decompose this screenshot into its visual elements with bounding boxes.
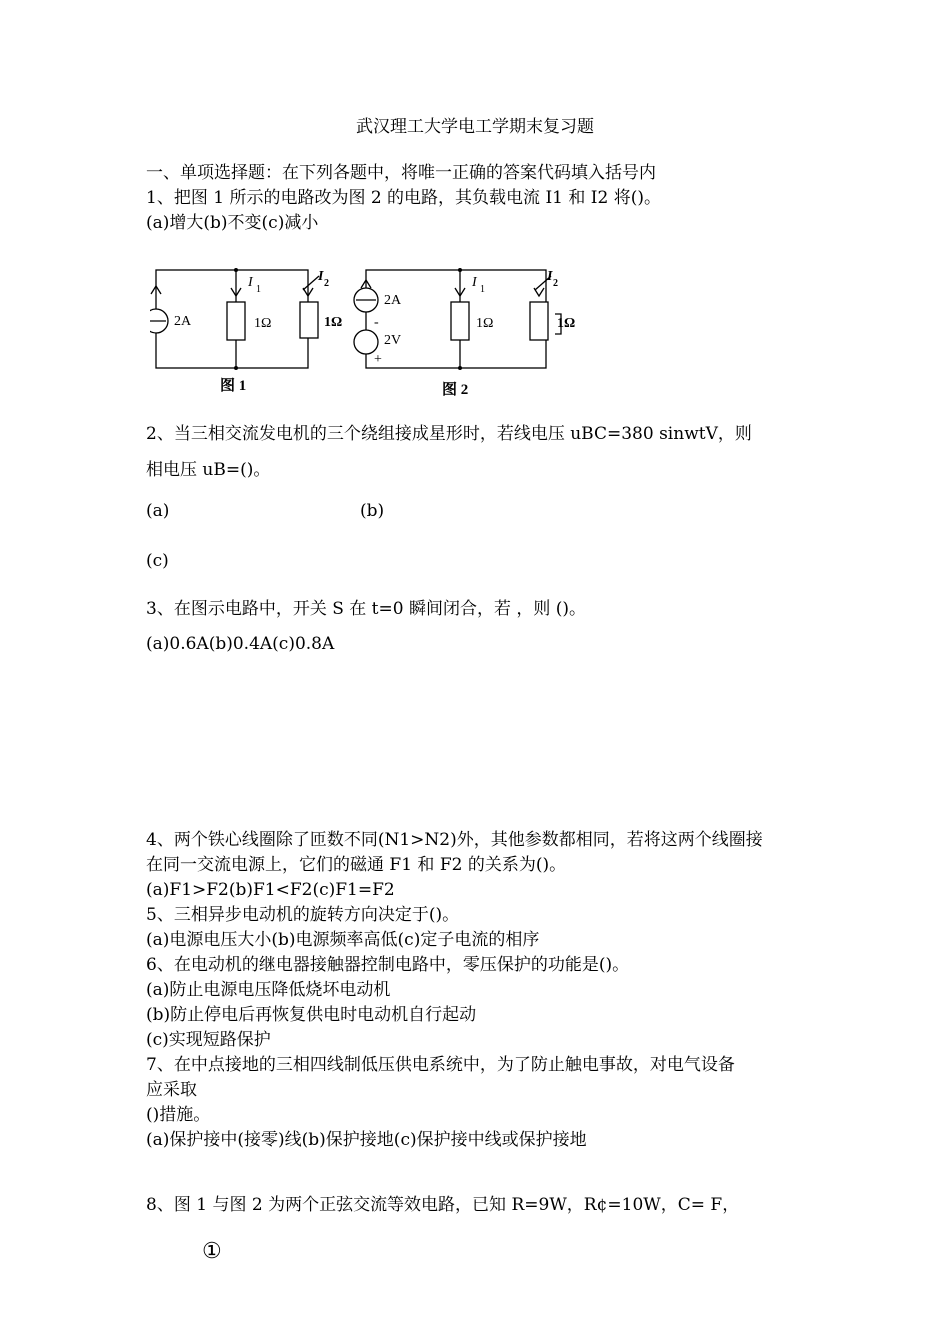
fig2-voltage-source-icon: [354, 330, 378, 354]
page-title: 武汉理工大学电工学期末复习题: [356, 117, 594, 137]
fig2-r2-label: 1Ω: [557, 316, 576, 331]
q1-options: (a)增大(b)不变(c)减小: [146, 213, 319, 233]
q5-options: (a)电源电压大小(b)电源频率高低(c)定子电流的相序: [146, 930, 540, 950]
q7-options: (a)保护接中(接零)线(b)保护接地(c)保护接中线或保护接地: [146, 1130, 587, 1150]
q8-stem: 8、图 1 与图 2 为两个正弦交流等效电路，已知 R=9W，R¢=10W，C= F，: [146, 1195, 740, 1215]
fig2-resistor-r1: [451, 302, 469, 340]
fig2-resistor-r2: [530, 302, 548, 340]
fig2-i1-symbol: I: [472, 275, 477, 290]
q7-stem-line3: ()措施。: [146, 1105, 211, 1125]
fig1-resistor-r2: [300, 302, 318, 338]
fig2-i2-sub: 2: [553, 278, 558, 289]
q4-options: (a)F1>F2(b)F1<F2(c)F1=F2: [146, 880, 395, 900]
q3-options: (a)0.6A(b)0.4A(c)0.8A: [146, 634, 335, 654]
fig1-resistor-r1: [227, 302, 245, 340]
q2-option-a: (a): [146, 501, 170, 521]
q6-stem: 6、在电动机的继电器接触器控制电路中，零压保护的功能是()。: [146, 955, 630, 975]
fig1-r2-label: 1Ω: [324, 315, 343, 330]
q2-option-b: (b): [360, 501, 385, 521]
fig2-caption: 图 2: [442, 382, 469, 398]
q5-stem: 5、三相异步电动机的旋转方向决定于()。: [146, 905, 460, 925]
circuit-figures: [150, 262, 590, 402]
q3-stem: 3、在图示电路中，开关 S 在 t=0 瞬间闭合，若 ，则 ()。: [146, 599, 587, 619]
fig1-i1-sub: 1: [256, 284, 261, 295]
q7-stem-line1: 7、在中点接地的三相四线制低压供电系统中，为了防止触电事故，对电气设备: [146, 1055, 735, 1075]
fig2-circuit: [354, 270, 561, 368]
q2-stem-line1: 2、当三相交流发电机的三个绕组接成星形时，若线电压 uBC=380 sinwtV，则: [146, 424, 752, 444]
fig2-r1-label: 1Ω: [476, 316, 494, 331]
fig1-source-label: 2A: [174, 314, 192, 329]
q2-option-c: (c): [146, 551, 169, 571]
fig1-r1-label: 1Ω: [254, 316, 272, 331]
q2-stem-line2: 相电压 uB=()。: [146, 460, 271, 480]
fig2-minus-sign: -: [374, 315, 379, 330]
q4-stem-line1: 4、两个铁心线圈除了匝数不同(N1>N2)外，其他参数都相同，若将这两个线圈接: [146, 830, 763, 850]
circled-number-marker: ①: [202, 1239, 222, 1264]
fig2-plus-sign: +: [374, 352, 382, 367]
fig1-i2-symbol: I: [318, 269, 324, 284]
fig1-i2-sub: 2: [324, 278, 329, 289]
q6-option-c: (c)实现短路保护: [146, 1030, 271, 1050]
q1-stem: 1、把图 1 所示的电路改为图 2 的电路，其负载电流 I1 和 I2 将()。: [146, 188, 662, 208]
q6-option-b: (b)防止停电后再恢复供电时电动机自行起动: [146, 1005, 477, 1025]
fig1-i1-symbol: I: [248, 275, 253, 290]
fig2-current-source-label: 2A: [384, 293, 402, 308]
section-heading: 一、单项选择题：在下列各题中，将唯一正确的答案代码填入括号内: [146, 163, 656, 183]
q7-stem-line2: 应采取: [146, 1080, 197, 1100]
fig2-i1-sub: 1: [480, 284, 485, 295]
fig2-voltage-source-label: 2V: [384, 333, 402, 348]
q4-stem-line2: 在同一交流电源上，它们的磁通 F1 和 F2 的关系为()。: [146, 855, 567, 875]
fig1-caption: 图 1: [220, 378, 247, 394]
fig2-i2-symbol: I: [547, 269, 553, 284]
q6-option-a: (a)防止电源电压降低烧坏电动机: [146, 980, 391, 1000]
